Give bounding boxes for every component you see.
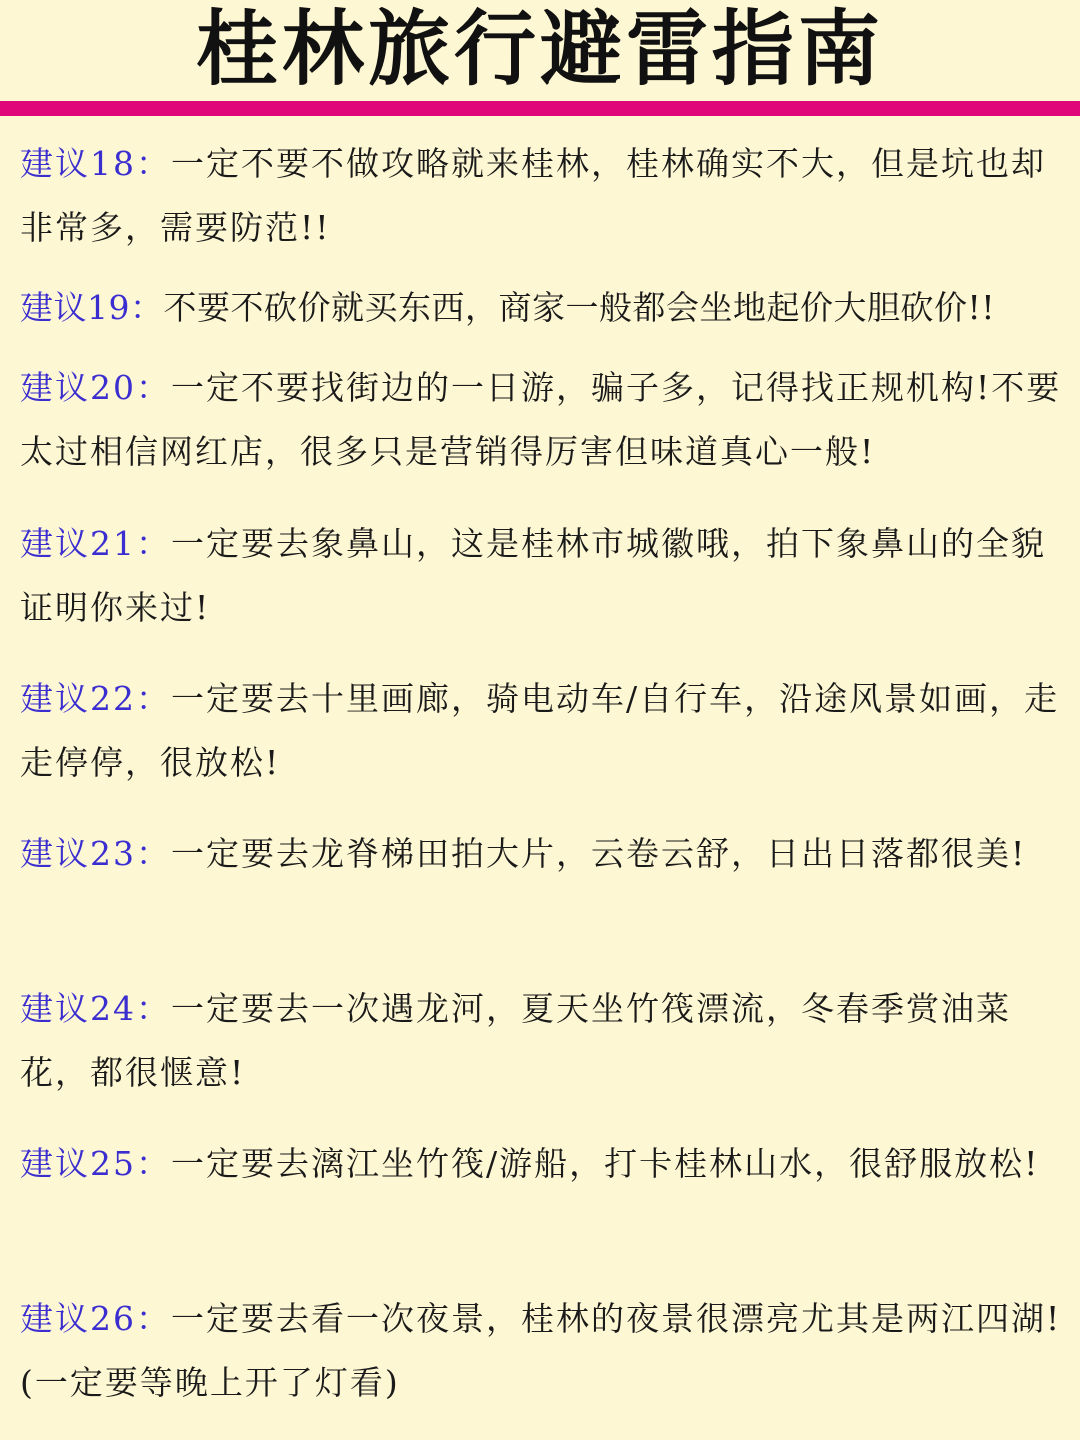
tip-text: 一定要去象鼻山，这是桂林市城徽哦，拍下象鼻山的全貌证明你来过! (20, 524, 1046, 627)
tip-text: 一定要去看一次夜景，桂林的夜景很漂亮尤其是两江四湖!(一定要等晚上开了灯看) (20, 1299, 1062, 1402)
tip-label: 建议20： (20, 368, 171, 407)
tip-label: 建议22： (20, 679, 171, 718)
tip-text: 一定要去龙脊梯田拍大片，云卷云舒，日出日落都很美! (171, 834, 1027, 873)
title-divider (0, 101, 1080, 116)
tip-25 (20, 1132, 1070, 1196)
tip-label: 建议24： (20, 989, 171, 1028)
tip-24 (20, 977, 1070, 1105)
tip-text: 不要不砍价就买东西，商家一般都会坐地起价大胆砍价!! (163, 288, 996, 327)
tip-23 (20, 822, 1070, 886)
tip-text: 一定要去漓江坐竹筏/游船，打卡桂林山水，很舒服放松! (171, 1144, 1040, 1183)
tip-22 (20, 667, 1070, 795)
tip-label: 建议18： (20, 144, 171, 183)
tip-21 (20, 512, 1070, 640)
tip-text: 一定不要找街边的一日游，骗子多，记得找正规机构!不要太过相信网红店，很多只是营销得厉害但味道真心一般! (20, 368, 1062, 471)
title-bar (0, 0, 1080, 100)
tip-18 (20, 132, 1070, 260)
tip-text: 一定要去一次遇龙河，夏天坐竹筏漂流，冬春季赏油菜花，都很惬意! (20, 989, 1011, 1092)
tip-19 (20, 276, 1070, 340)
tip-text: 一定要去十里画廊，骑电动车/自行车，沿途风景如画，走走停停，很放松! (20, 679, 1060, 782)
tip-text: 一定不要不做攻略就来桂林，桂林确实不大，但是坑也却非常多，需要防范!! (20, 144, 1046, 247)
tip-label: 建议26： (20, 1299, 171, 1338)
page-title: 桂林旅行避雷指南 (195, 2, 884, 97)
tip-label: 建议25： (20, 1144, 171, 1183)
tip-20 (20, 356, 1070, 484)
tip-label: 建议23： (20, 834, 171, 873)
tip-26 (20, 1287, 1070, 1415)
tip-label: 建议19： (20, 288, 164, 327)
tip-label: 建议21： (20, 524, 171, 563)
